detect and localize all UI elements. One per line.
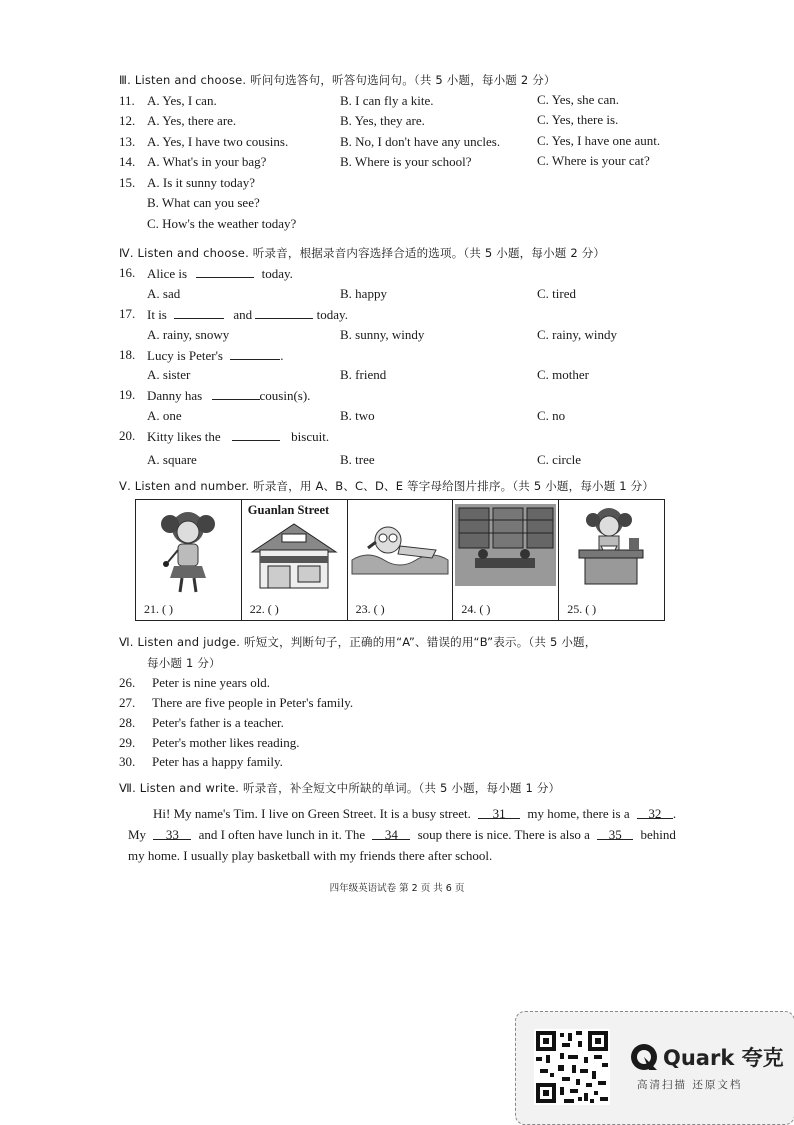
option-b: B. two [340,408,375,423]
blank-33: 33 [153,827,191,840]
picture-25 [559,500,664,620]
option-c: C. Yes, I have one aunt. [537,133,661,148]
question-stem [147,347,284,364]
caption-22: 22. ( ) [249,602,279,616]
option-b: B. What can you see? [147,195,260,210]
blank-34: 34 [372,827,410,840]
answer-blank [174,306,224,319]
qr-code-icon [534,1029,610,1105]
stem-text: Kitty likes the [147,429,221,444]
library-illustration [453,500,558,600]
section-5-heading: Ⅴ. Listen and number. 听录音，用 A、B、C、D、E 等字母给图片排序。（共 5 小题，每小题 1 分） [119,479,655,493]
question-number: 18. [119,347,136,362]
answer-blank [196,265,254,278]
quark-logo-icon [629,1042,659,1072]
question-number: 19. [119,387,136,402]
section-6-heading: Ⅵ. Listen and judge. 听短文，判断句子，正确的用“A”、错误的用“B”表示。（共 5 小题， [119,635,597,649]
section-4-heading: Ⅳ. Listen and choose. 听录音，根据录音内容选择合适的选项。（共 5 小题，每小题 2 分） [119,246,606,260]
caption-21: 21. ( ) [144,602,173,616]
option-a: A. Yes, I have two cousins. [147,134,289,149]
answer-blank [212,387,260,400]
picture-21 [136,500,242,620]
stem-text: Lucy is Peter's [147,348,223,363]
option-a: A. Yes, there are. [147,113,237,128]
stem-text: Danny has [147,388,203,403]
blank-31: 31 [478,806,520,819]
option-c: C. Where is your cat? [537,153,650,168]
question-number: 30. [119,754,136,769]
passage-text: behind [640,827,676,842]
option-c: C. rainy, windy [537,327,618,342]
statement-text: There are five people in Peter's family. [152,695,354,710]
picture-24 [453,500,559,620]
question-number: 12. [119,113,136,128]
statement-text: Peter has a happy family. [152,754,283,769]
stem-text: and [233,307,253,322]
quark-tagline: 高清扫描 还原文档 [637,1079,743,1091]
option-a: A. Is it sunny today? [147,175,255,190]
picture-strip [135,499,665,621]
stem-text: biscuit. [291,429,330,444]
shop-building-illustration [242,500,347,600]
passage-text: my home, there is a [527,806,630,821]
question-number: 16. [119,265,136,280]
question-number: 27. [119,695,136,710]
page-footer: 四年级英语试卷 第 2 页 共 6 页 [329,883,465,894]
option-b: B. I can fly a kite. [340,93,434,108]
question-number: 15. [119,175,136,190]
question-number: 20. [119,428,136,443]
section-7-heading: Ⅶ. Listen and write. 听录音，补全短文中所缺的单词。（共 5 小题，每小题 1 分） [119,781,561,795]
question-number: 26. [119,675,136,690]
stem-text: Alice is [147,266,188,281]
swimming-boy-illustration [348,500,453,600]
option-a: A. square [147,452,197,467]
passage-text: soup there is nice. There is also a [417,827,590,842]
passage-text: Hi! My name's Tim. I live on Green Street. It is a busy street. [153,806,471,821]
option-a: A. Yes, I can. [147,93,217,108]
question-number: 17. [119,306,136,321]
caption-23: 23. ( ) [355,602,385,616]
option-c: C. no [537,408,566,423]
stem-text: . [280,348,284,363]
option-b: B. No, I don't have any uncles. [340,134,501,149]
passage-text: . [672,806,677,821]
statement-text: Peter is nine years old. [152,675,271,690]
answer-blank [230,347,280,360]
quark-brand-text: Quark 夸克 [663,1046,784,1070]
statement-text: Peter's father is a teacher. [152,715,284,730]
option-a: A. sad [147,286,181,301]
passage-text: and I often have lunch in it. The [198,827,366,842]
statement-text: Peter's mother likes reading. [152,735,300,750]
option-c: C. Yes, there is. [537,112,619,127]
option-a: A. rainy, snowy [147,327,230,342]
question-number: 28. [119,715,136,730]
section-3-heading: Ⅲ. Listen and choose. 听问句选答句，听答句选问句。（共 5 小题，每小题 2 分） [119,73,556,87]
option-c: C. tired [537,286,576,301]
stem-text: cousin(s). [259,388,311,403]
question-stem [147,306,348,323]
option-c: C. circle [537,452,582,467]
option-c: C. mother [537,367,589,382]
girl-singing-illustration [136,500,241,600]
picture-23 [348,500,454,620]
scanner-watermark [515,1011,794,1125]
stem-text: today. [261,266,293,281]
street-sign-text: Guanlan Street [247,503,330,517]
option-b: B. friend [340,367,387,382]
stem-text: It is [147,307,167,322]
caption-25: 25. ( ) [567,602,597,616]
question-number: 29. [119,735,136,750]
option-c: C. Yes, she can. [537,92,619,107]
passage-text: My [128,827,147,842]
section-6-heading-cont: 每小题 1 分） [147,656,221,670]
option-b: B. happy [340,286,387,301]
question-stem [147,387,310,404]
option-c: C. How's the weather today? [147,216,297,231]
question-number: 14. [119,154,136,169]
passage-line-1 [153,806,676,822]
option-b: B. tree [340,452,375,467]
blank-35: 35 [597,827,633,840]
answer-blank [255,306,313,319]
girl-reading-illustration [559,500,664,600]
blank-32: 32 [637,806,673,819]
picture-22 [242,500,348,620]
option-b: B. sunny, windy [340,327,425,342]
question-stem [147,265,293,282]
stem-text: today. [316,307,348,322]
passage-line-3: my home. I usually play basketball with my friends there after school. [128,848,493,863]
option-a: A. one [147,408,182,423]
option-b: B. Where is your school? [340,154,472,169]
option-a: A. What's in your bag? [147,154,267,169]
option-a: A. sister [147,367,191,382]
question-stem [147,428,329,445]
answer-blank [232,428,280,441]
caption-24: 24. ( ) [461,602,491,616]
option-b: B. Yes, they are. [340,113,425,128]
passage-line-2 [128,827,676,843]
question-number: 11. [119,93,135,108]
question-number: 13. [119,134,136,149]
